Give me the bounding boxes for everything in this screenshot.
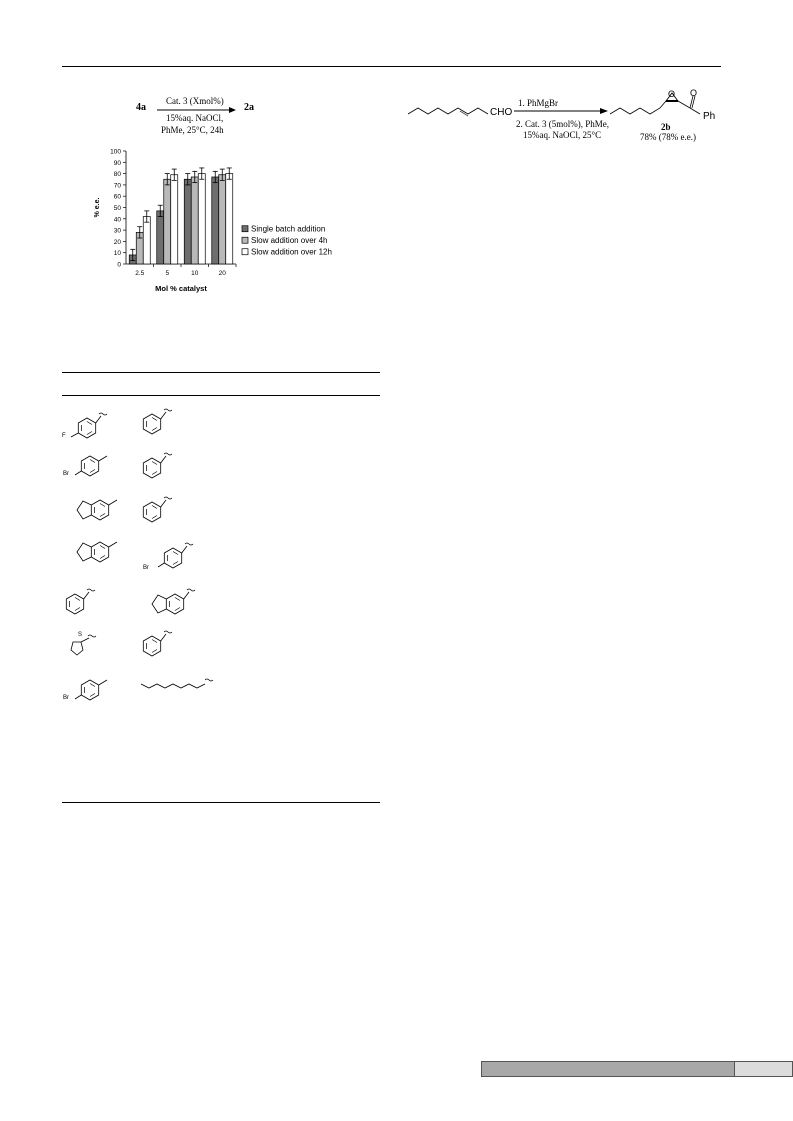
row6-r2-structure — [143, 631, 172, 656]
header-rule — [62, 66, 721, 67]
y-tick-label: 20 — [113, 238, 121, 246]
bar — [143, 217, 150, 264]
y-tick-label: 40 — [113, 216, 121, 224]
row7-r2-structure — [141, 679, 213, 688]
row3-r1-structure — [77, 500, 117, 520]
legend-swatch — [242, 249, 248, 255]
step-1-label: 1. PhMgBr — [518, 98, 559, 108]
bar — [219, 175, 226, 264]
legend-label: Slow addition over 12h — [251, 247, 332, 257]
legend-label: Slow addition over 4h — [251, 236, 328, 246]
table-structures — [55, 398, 295, 718]
row2-bromine-label: Br — [63, 471, 69, 477]
bar — [184, 179, 191, 264]
y-tick-label: 100 — [110, 148, 121, 156]
bar — [191, 177, 198, 264]
footer-bar-end — [735, 1061, 793, 1077]
row2-r2-structure — [143, 453, 172, 478]
aldehyde-cho-label: CHO — [490, 107, 513, 118]
reagent-line-1: Cat. 3 (Xmol%) — [166, 96, 224, 106]
row1-r2-structure — [143, 409, 172, 434]
bar-chart — [80, 140, 380, 300]
x-tick-label: 2.5 — [135, 270, 145, 277]
y-tick-label: 10 — [113, 250, 121, 258]
row6-r1-structure — [71, 635, 96, 655]
row7-r1-structure — [75, 680, 107, 700]
epoxide-oxygen: O — [668, 89, 676, 99]
x-axis-label: Mol % catalyst — [155, 284, 207, 293]
bar — [226, 174, 233, 264]
carbonyl-oxygen: O — [690, 88, 698, 98]
y-tick-label: 0 — [117, 261, 121, 269]
row4-r1-structure — [77, 542, 117, 562]
y-axis-label: % e.e. — [94, 197, 101, 218]
y-tick-label: 30 — [113, 227, 121, 235]
x-tick-label: 5 — [165, 270, 170, 277]
reagent-line-3: PhMe, 25°C, 24h — [161, 125, 224, 135]
row5-r1-structure — [66, 589, 95, 614]
row7-bromine-label: Br — [63, 695, 69, 701]
row1-fluorine-label: F — [62, 433, 66, 439]
y-tick-label: 80 — [113, 171, 121, 179]
phenyl-label: Ph — [703, 111, 716, 122]
row2-r1-structure — [75, 456, 107, 476]
y-tick-label: 50 — [113, 205, 121, 212]
legend-swatch — [242, 237, 248, 243]
yield-label: 78% (78% e.e.) — [640, 132, 696, 142]
legend-swatch — [242, 226, 248, 232]
bar — [157, 211, 164, 264]
y-tick-label: 60 — [113, 193, 121, 201]
step-2a-label: 2. Cat. 3 (5mol%), PhMe, — [516, 119, 609, 129]
bar — [198, 174, 205, 264]
bar — [171, 175, 178, 264]
table-top-rule — [62, 372, 380, 373]
footer-bar — [481, 1061, 735, 1077]
aldehyde-chain — [408, 108, 488, 114]
row4-bromine-label: Br — [143, 565, 149, 571]
row3-r2-structure — [143, 497, 172, 522]
row5-r2-structure — [152, 589, 195, 614]
x-tick-label: 10 — [191, 270, 199, 277]
y-tick-label: 90 — [113, 159, 121, 167]
row1-r1-structure — [71, 413, 107, 438]
bar — [164, 179, 171, 264]
table-bottom-rule — [62, 802, 380, 803]
x-tick-label: 20 — [218, 270, 226, 277]
bar — [212, 177, 219, 264]
row4-r2-structure — [158, 543, 193, 568]
compound-label: 2b — [661, 122, 671, 132]
product-label: 2a — [244, 102, 254, 113]
product-chain — [610, 101, 666, 114]
y-tick-label: 70 — [113, 182, 121, 190]
row6-sulfur-label: S — [78, 632, 83, 638]
step-2b-label: 15%aq. NaOCl, 25°C — [523, 130, 602, 140]
table-header-rule — [62, 395, 380, 396]
reactant-label: 4a — [136, 102, 146, 113]
reagent-line-2: 15%aq. NaOCl, — [166, 113, 224, 123]
legend-label: Single batch addition — [251, 224, 326, 234]
